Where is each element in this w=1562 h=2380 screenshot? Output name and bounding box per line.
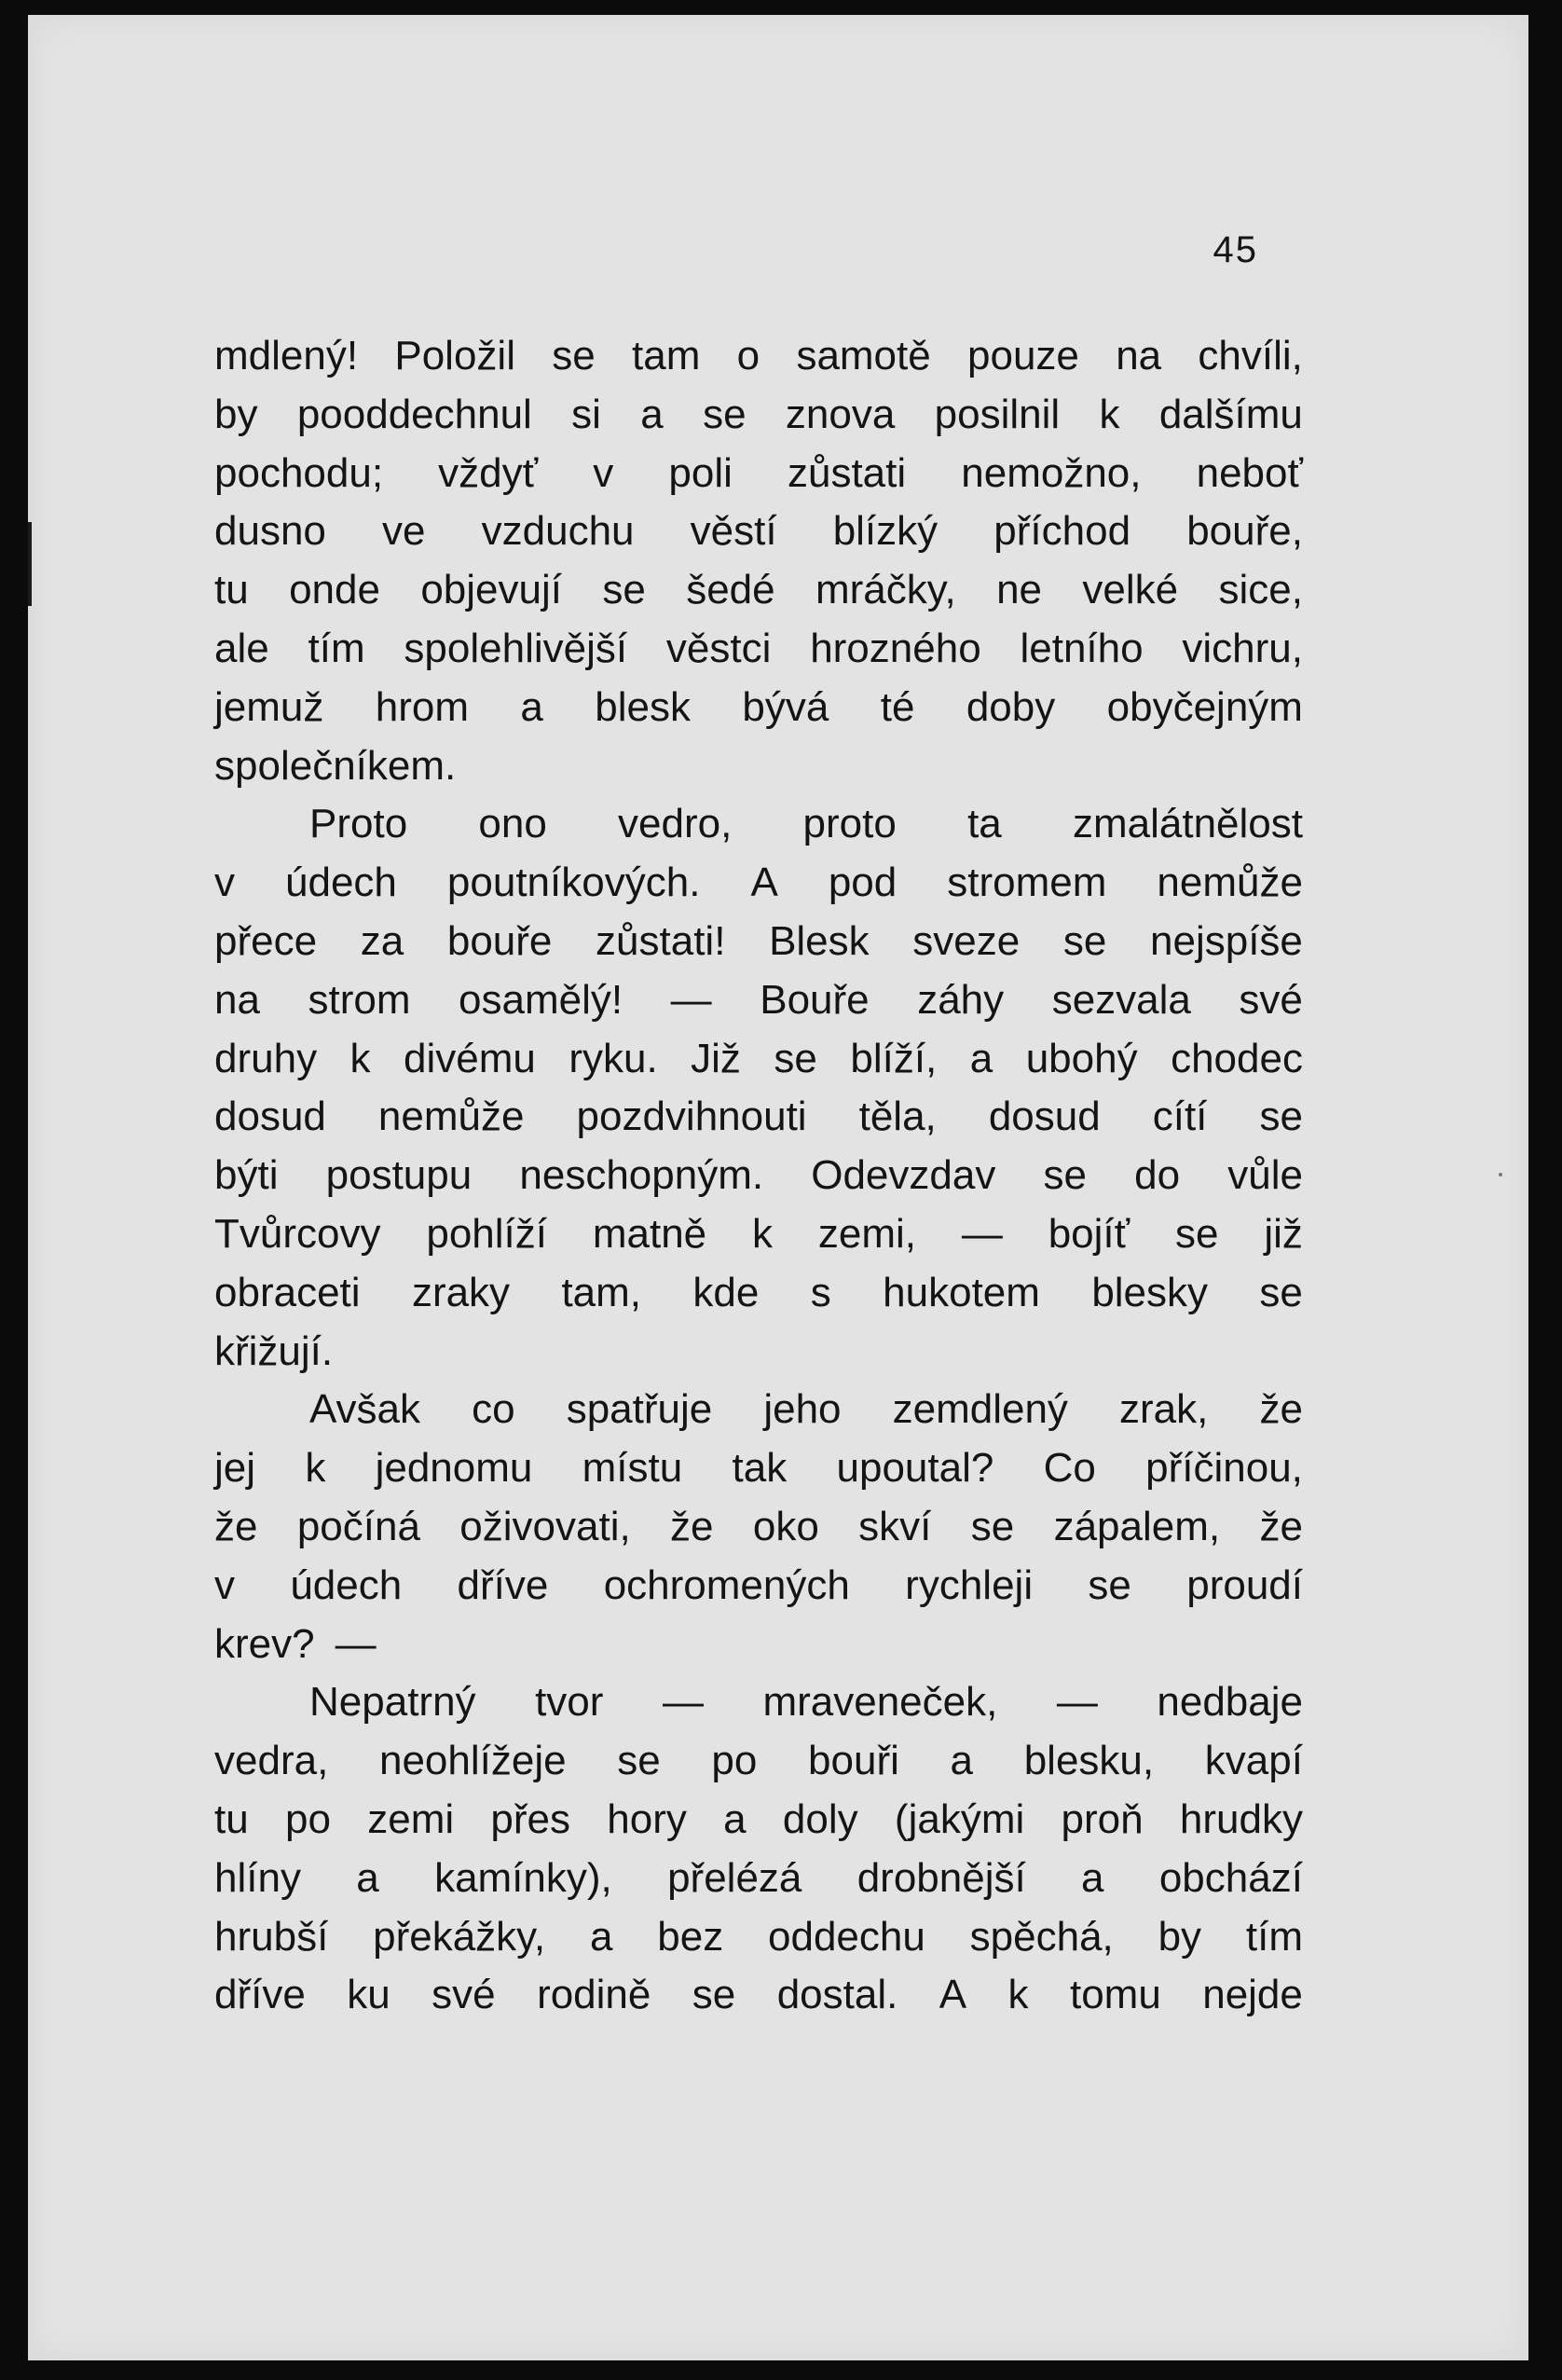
text-line: by pooddechnul si a se znova posilnil k dalšímu: [214, 391, 1303, 437]
text-line: hrubší překážky, a bez oddechu spěchá, by tím: [214, 1913, 1303, 1960]
text-line: přece za bouře zůstati! Blesk sveze se nejspíše: [214, 917, 1303, 964]
text-line: křižují.: [214, 1328, 334, 1374]
text-line: obraceti zraky tam, kde s hukotem blesky se: [214, 1269, 1303, 1315]
text-line: Avšak co spatřuje jeho zemdlený zrak, že: [309, 1386, 1303, 1433]
text-line: mdlený! Položil se tam o samotě pouze na chvíli,: [214, 333, 1303, 378]
text-line: jemuž hrom a blesk bývá té doby obyčejným: [214, 683, 1303, 730]
text-line: tu onde objevují se šedé mráčky, ne velké sice,: [214, 567, 1303, 613]
text-line: na strom osamělý! — Bouře záhy sezvala své: [214, 976, 1303, 1023]
text-line: v údech poutníkových. A pod stromem nemůže: [214, 860, 1303, 906]
text-line: druhy k divému ryku. Již se blíží, a ubohý chodec: [214, 1035, 1303, 1081]
text-line: býti postupu neschopným. Odevzdav se do vůle: [214, 1152, 1303, 1199]
text-line: Proto ono vedro, proto ta zmalátnělost: [309, 801, 1303, 847]
paper-speck: [1499, 1173, 1502, 1176]
text-line: jej k jednomu místu tak upoutal? Co příčinou,: [214, 1445, 1303, 1492]
text-line: Nepatrný tvor — mraveneček, — nedbaje: [309, 1679, 1303, 1726]
page-number: 45: [1213, 229, 1258, 270]
text-line: pochodu; vždyť v poli zůstati nemožno, neboť: [214, 449, 1303, 496]
text-line: v údech dříve ochromených rychleji se proudí: [214, 1561, 1303, 1608]
text-line: vedra, neohlížeje se po bouři a blesku, kvapí: [214, 1738, 1303, 1784]
text-line: hlíny a kamínky), přelézá drobnější a obchází: [214, 1854, 1303, 1901]
book-page: [28, 15, 1528, 2360]
text-line: dříve ku své rodině se dostal. A k tomu nejde: [214, 1972, 1303, 2018]
text-line: tu po zemi přes hory a doly (jakými proň hrudky: [214, 1795, 1303, 1842]
text-line: dusno ve vzduchu věstí blízký příchod bouře,: [214, 508, 1303, 555]
binding-edge-mark: [28, 522, 32, 606]
text-line: Tvůrcovy pohlíží matně k zemi, — bojíť se již: [214, 1210, 1303, 1257]
text-line: společníkem.: [214, 742, 457, 789]
text-line: ale tím spolehlivější věstci hrozného letního vichru,: [214, 625, 1303, 671]
text-line: že počíná oživovati, že oko skví se zápalem, že: [214, 1503, 1303, 1549]
body-text: [214, 327, 1303, 2025]
text-line: krev? —: [214, 1620, 377, 1667]
text-line: dosud nemůže pozdvihnouti těla, dosud cítí se: [214, 1094, 1303, 1140]
